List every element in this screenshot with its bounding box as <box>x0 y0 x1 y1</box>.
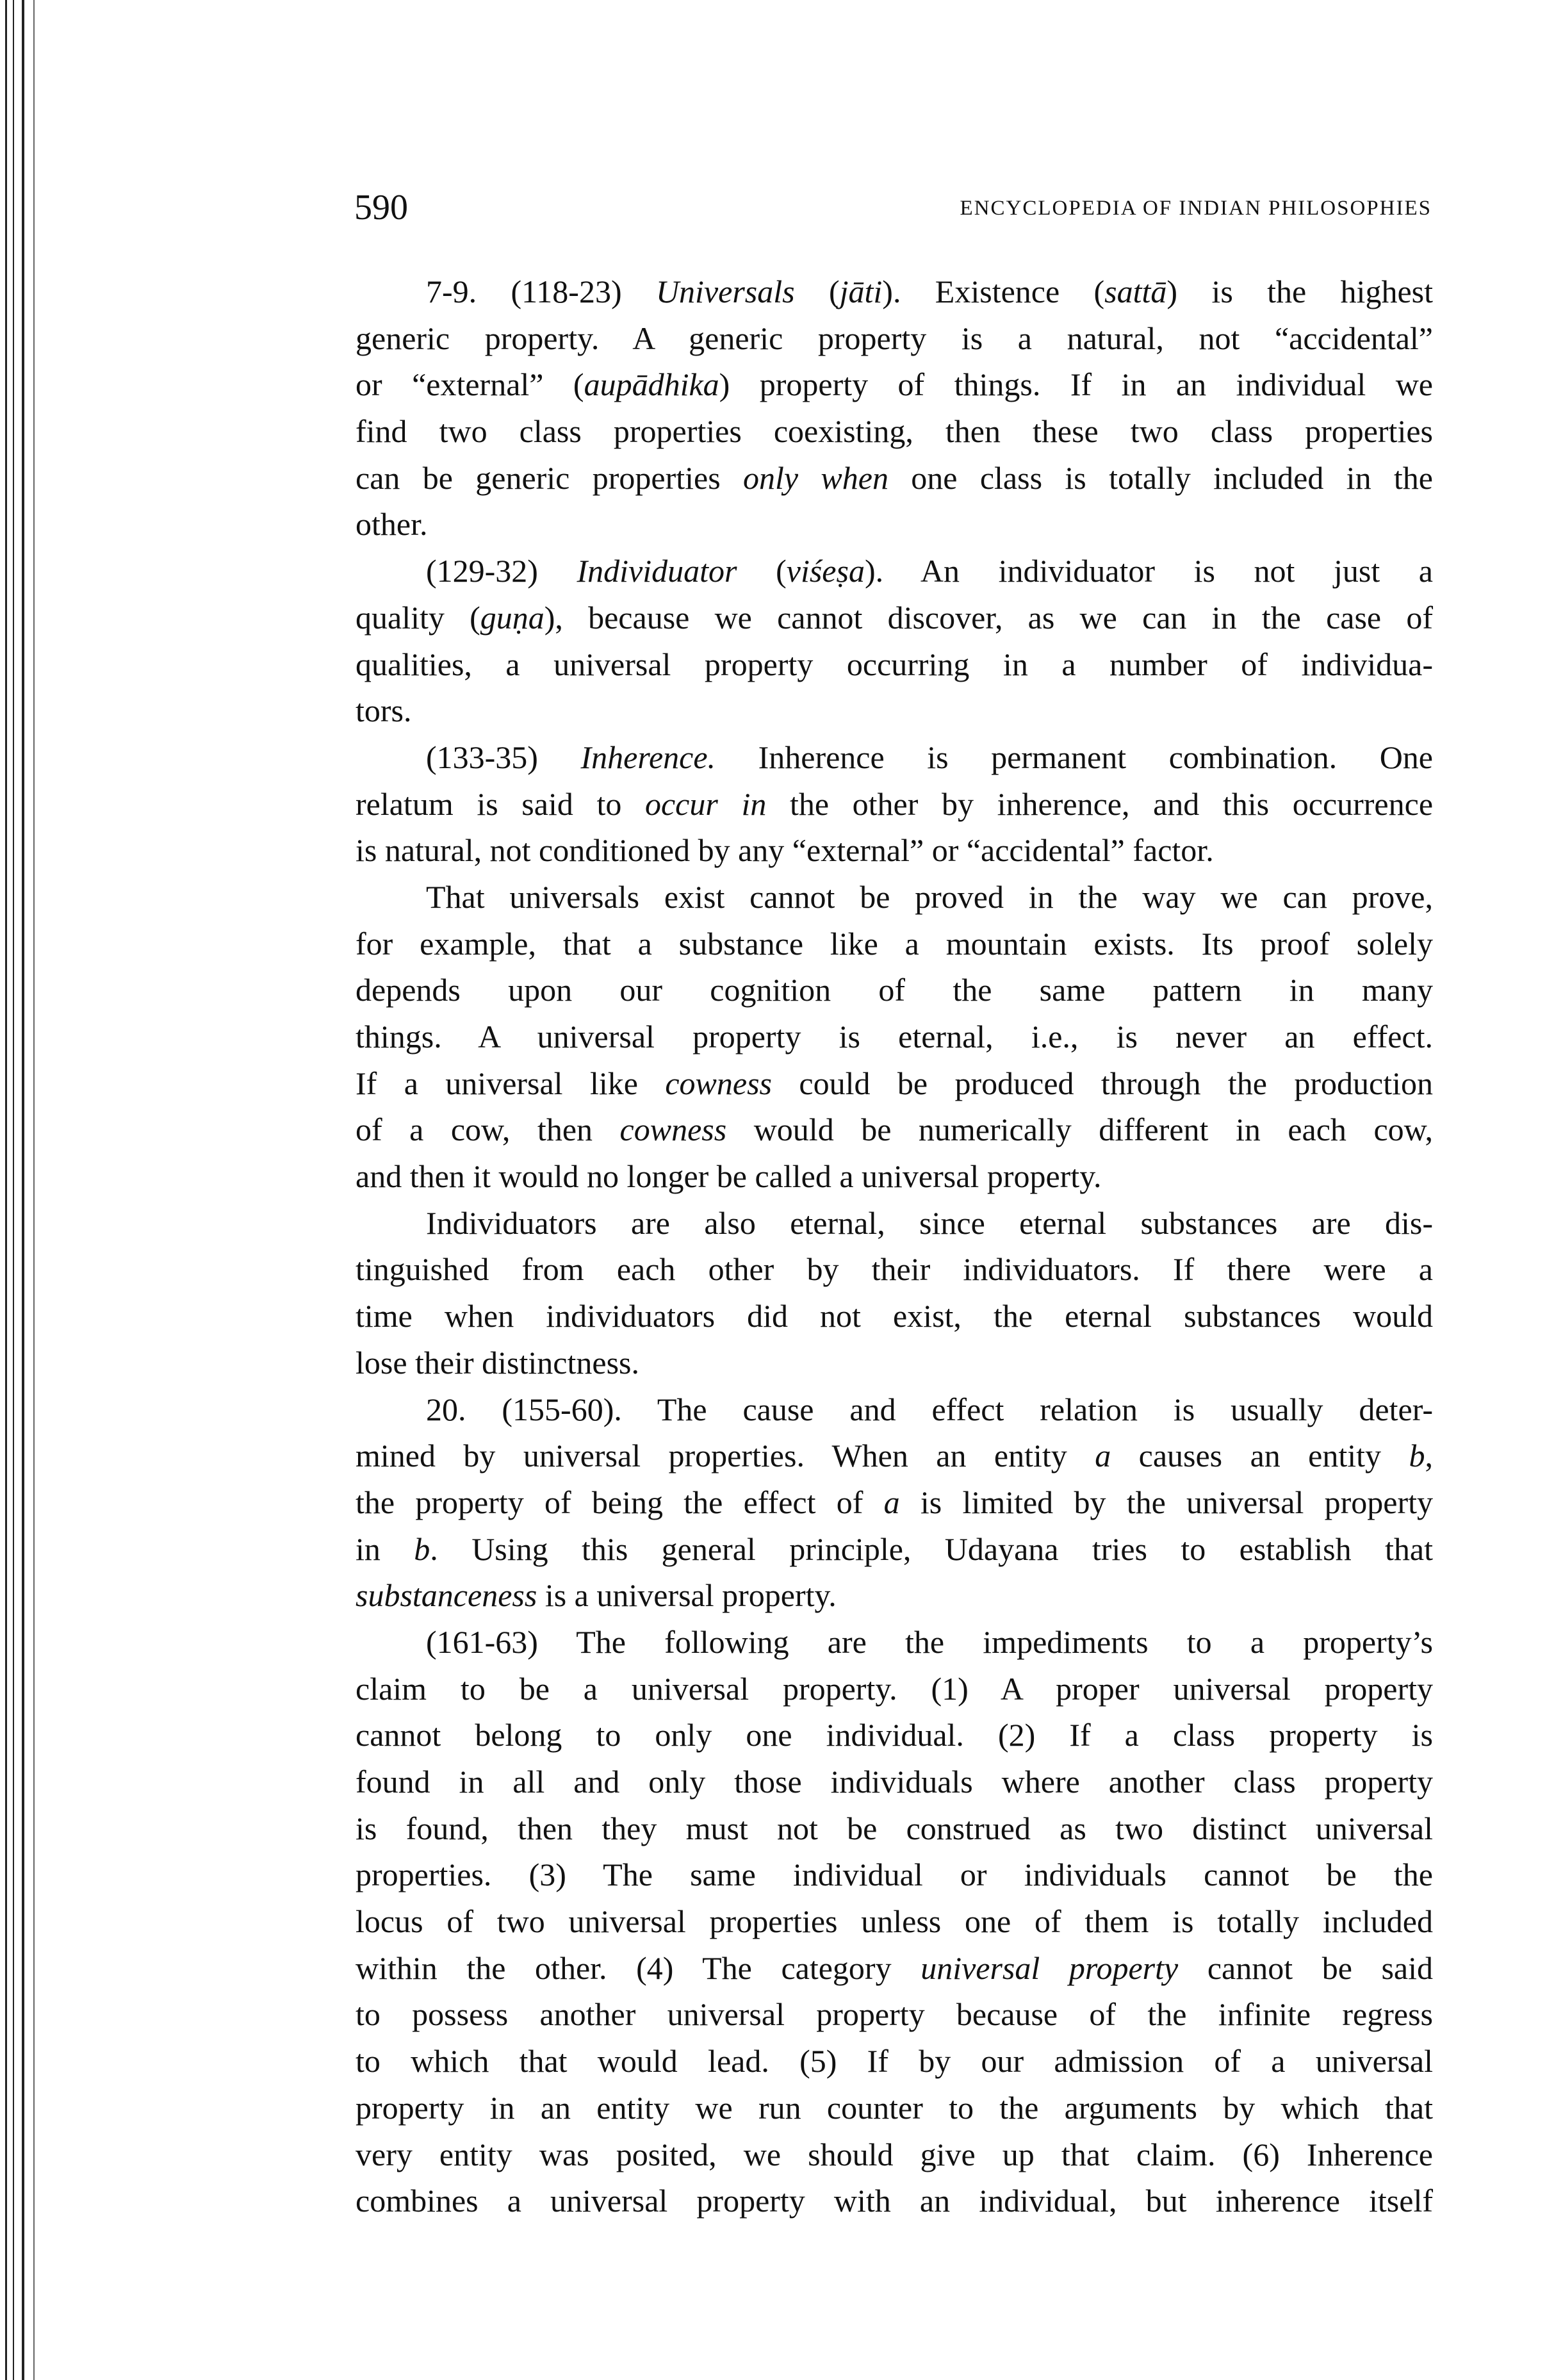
text-line <box>356 1153 1433 1200</box>
text-line <box>356 1106 1433 1153</box>
text-run: depends upon our cognition of the same pattern in many <box>356 972 1433 1008</box>
text-line <box>356 1805 1433 1852</box>
italic-term: only when <box>743 459 888 496</box>
text-run: That universals exist cannot be proved in the way we can prove, <box>426 878 1433 915</box>
text-run: combines a universal property with an individual, but inherence itself <box>356 2183 1433 2219</box>
text-run: to possess another universal property because of the infinite regress <box>356 1996 1433 2033</box>
text-line <box>356 874 1433 921</box>
running-head: ENCYCLOPEDIA OF INDIAN PHILOSOPHIES <box>960 197 1432 220</box>
text-line <box>356 2085 1433 2131</box>
italic-term: b <box>414 1531 430 1567</box>
binding-edge-line <box>33 0 35 2380</box>
text-run: qualities, a universal property occurring in a number of individua- <box>356 646 1433 682</box>
text-line <box>356 967 1433 1014</box>
text-run: claim to be a universal property. (1) A proper universal property <box>356 1670 1433 1707</box>
italic-term: Individuator <box>577 553 737 589</box>
text-run: could be produced through the production <box>772 1065 1433 1101</box>
text-line <box>356 1060 1433 1107</box>
text-run: mined by universal properties. When an entity <box>356 1438 1095 1474</box>
page-number: 590 <box>354 188 408 227</box>
text-line <box>356 1386 1433 1433</box>
text-run: properties. (3) The same individual or individuals cannot be the <box>356 1857 1433 1893</box>
text-run: 7-9. (118-23) <box>426 274 656 309</box>
text-line <box>356 781 1433 828</box>
paragraph <box>356 1200 1433 1386</box>
text-run: ), because we cannot discover, as we can in the case of <box>544 599 1433 636</box>
text-line <box>356 501 1433 548</box>
italic-term: a <box>1095 1438 1111 1474</box>
text-run: If a universal like <box>356 1065 666 1101</box>
text-line <box>356 1759 1433 1805</box>
text-line <box>356 1712 1433 1759</box>
text-line <box>356 641 1433 688</box>
italic-term: substanceness <box>356 1577 537 1614</box>
binding-edge-line <box>13 0 14 2380</box>
text-line <box>356 1246 1433 1293</box>
text-line <box>356 595 1433 641</box>
text-run: quality ( <box>356 599 480 636</box>
text-run: lose their distinctness. <box>356 1344 639 1381</box>
text-run: time when individuators did not exist, the eternal substances would <box>356 1298 1433 1334</box>
text-line <box>356 1991 1433 2038</box>
text-line <box>356 315 1433 362</box>
text-line <box>356 1200 1433 1247</box>
text-line <box>356 1340 1433 1386</box>
text-line <box>356 2131 1433 2178</box>
text-run: ). An individuator is not just a <box>864 553 1433 589</box>
text-line <box>356 361 1433 408</box>
text-run: is natural, not conditioned by any “external” or “accidental” factor. <box>356 832 1214 869</box>
paragraph <box>356 548 1433 734</box>
text-run: locus of two universal properties unless one of them is totally included <box>356 1903 1433 1940</box>
text-run: would be numerically different in each cow, <box>726 1112 1433 1148</box>
text-run: . Using this general principle, Udayana tries to establish that <box>430 1531 1433 1567</box>
text-run: Individuators are also eternal, since eternal substances are dis- <box>426 1204 1433 1241</box>
paragraph <box>356 1619 1433 2224</box>
text-run: the other by inherence, and this occurrence <box>766 785 1434 822</box>
binding-edge-line <box>5 0 7 2380</box>
text-run: found in all and only those individuals where another class property <box>356 1764 1433 1800</box>
italic-term: cowness <box>665 1065 773 1101</box>
text-run: to which that would lead. (5) If by our admission of a universal <box>356 2043 1433 2080</box>
text-run: other. <box>356 506 428 543</box>
text-run: within the other. (4) The category <box>356 1949 921 1986</box>
text-run: the property of being the effect of <box>356 1484 884 1520</box>
italic-term: occur in <box>644 785 767 822</box>
italic-term: universal property <box>921 1949 1179 1986</box>
text-line <box>356 1432 1433 1479</box>
text-run: for example, that a substance like a mountain exists. Its proof solely <box>356 925 1433 962</box>
text-line <box>356 1851 1433 1898</box>
text-run: ( <box>737 553 787 589</box>
italic-term: aupādhika <box>584 366 719 403</box>
text-run: of a cow, then <box>356 1112 620 1148</box>
text-line <box>356 1014 1433 1060</box>
text-run: causes an entity <box>1111 1438 1409 1474</box>
text-run: ( <box>794 274 840 309</box>
text-line <box>356 921 1433 967</box>
text-line <box>356 734 1433 781</box>
italic-term: viśeṣa <box>786 553 865 589</box>
text-run: very entity was posited, we should give up that claim. (6) Inherence <box>356 2136 1433 2172</box>
text-run: things. A universal property is eternal, i.e., is never an effect. <box>356 1019 1433 1055</box>
text-run: and then it would no longer be called a universal property. <box>356 1158 1102 1195</box>
text-line <box>356 455 1433 502</box>
binding-edge-line <box>22 0 24 2380</box>
text-run: 20. (155-60). The cause and effect relation is usually deter- <box>426 1391 1433 1427</box>
italic-term: guṇa <box>480 599 544 636</box>
text-line <box>356 548 1433 595</box>
text-run: is a universal property. <box>537 1577 837 1614</box>
italic-term: b <box>1409 1438 1425 1474</box>
text-line <box>356 687 1433 734</box>
italic-term: cowness <box>619 1112 727 1148</box>
text-run: relatum is said to <box>356 785 645 822</box>
text-line <box>356 1619 1433 1666</box>
text-run: can be generic properties <box>356 459 743 496</box>
text-run: cannot be said <box>1178 1949 1434 1986</box>
text-line <box>356 1666 1433 1712</box>
italic-term: Inherence. <box>580 739 716 775</box>
text-run: ). Existence ( <box>882 274 1105 309</box>
italic-term: Universals <box>655 274 795 309</box>
text-run: tinguished from each other by their individuators. If there were a <box>356 1251 1433 1288</box>
text-run: (129-32) <box>426 553 577 589</box>
text-run: cannot belong to only one individual. (2) If a class property is <box>356 1717 1433 1753</box>
text-run: or “external” ( <box>356 366 584 403</box>
text-line <box>356 1526 1433 1573</box>
text-line <box>356 2178 1433 2224</box>
text-line <box>356 408 1433 455</box>
text-run: ) is the highest <box>1166 274 1433 309</box>
paragraph <box>356 1386 1433 1619</box>
text-run: (133-35) <box>426 739 581 775</box>
text-line <box>356 1945 1433 1992</box>
text-run: Inherence is permanent combination. One <box>716 739 1434 775</box>
paragraph <box>356 268 1433 548</box>
text-line <box>356 1572 1433 1619</box>
italic-term: a <box>883 1484 900 1520</box>
text-run: is found, then they must not be construed as two distinct universal <box>356 1810 1433 1846</box>
paragraph <box>356 874 1433 1200</box>
body-text <box>356 268 1433 2224</box>
text-run: tors. <box>356 693 412 729</box>
text-run: generic property. A generic property is a natural, not “accidental” <box>356 320 1433 356</box>
italic-term: jāti <box>839 274 883 309</box>
text-line <box>356 1293 1433 1340</box>
text-run: property in an entity we run counter to the arguments by which that <box>356 2089 1433 2126</box>
text-run: (161-63) The following are the impediments to a property’s <box>426 1623 1433 1660</box>
text-line <box>356 827 1433 874</box>
text-line <box>356 268 1433 315</box>
text-line <box>356 1479 1433 1526</box>
text-line <box>356 2038 1433 2085</box>
text-run: , <box>1425 1438 1433 1474</box>
italic-term: sattā <box>1104 274 1167 309</box>
text-run: in <box>356 1531 414 1567</box>
text-run: one class is totally included in the <box>888 459 1433 496</box>
text-run: is limited by the universal property <box>899 1484 1433 1520</box>
text-run: find two class properties coexisting, then these two class properties <box>356 413 1433 450</box>
text-line <box>356 1898 1433 1945</box>
text-run: ) property of things. If in an individual we <box>719 366 1433 403</box>
paragraph <box>356 734 1433 874</box>
